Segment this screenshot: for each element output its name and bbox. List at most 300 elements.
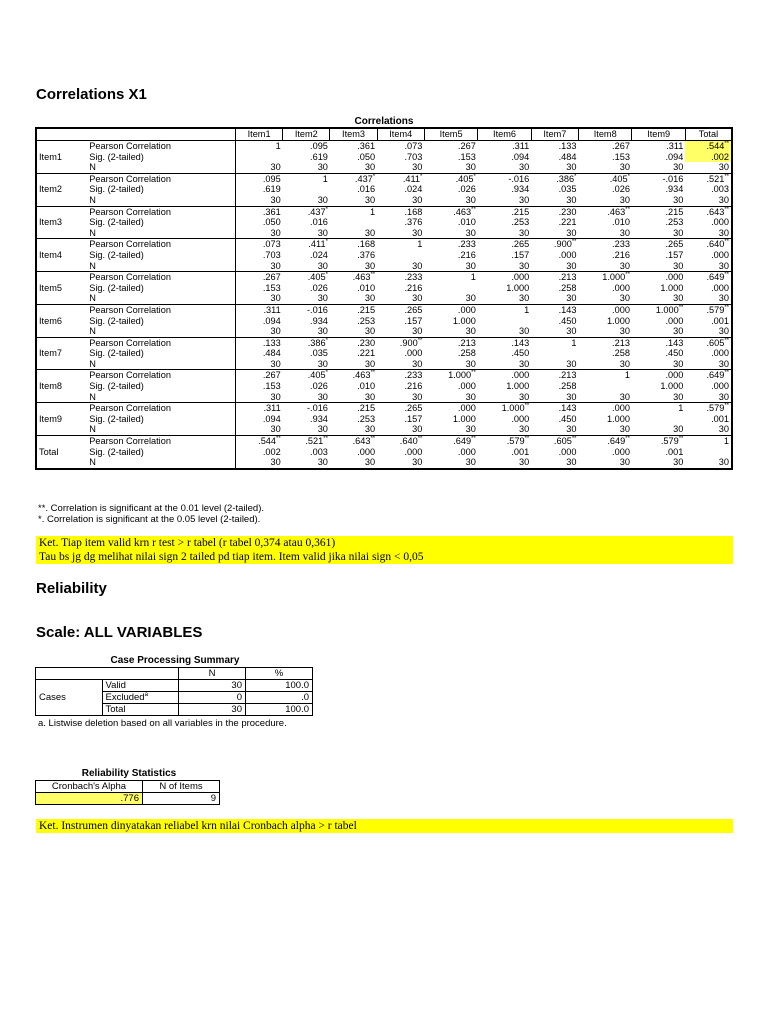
table-cell: 30	[465, 391, 476, 402]
table-cell: 30	[566, 424, 577, 435]
empty-header-2	[102, 668, 179, 680]
table-cell: 1.000	[660, 282, 684, 293]
valid-label: Valid	[102, 680, 179, 692]
cell-value: .640	[706, 239, 725, 250]
table-cell: 30	[619, 326, 630, 337]
cell-value: .579	[506, 436, 525, 447]
table-cell	[685, 447, 732, 458]
table-cell: .157	[665, 249, 684, 260]
cell-value: .168	[357, 239, 376, 250]
table-cell	[531, 403, 578, 414]
significance-marker: *	[574, 173, 577, 180]
table-cell: 30	[270, 227, 281, 238]
table-cell: .003	[310, 446, 328, 457]
row-group-label: Item9	[36, 403, 83, 436]
table-row	[36, 348, 732, 359]
table-cell: .000	[711, 381, 729, 392]
excluded-label	[102, 692, 179, 704]
cell-value: .265	[511, 239, 530, 250]
table-cell: .016	[357, 184, 376, 195]
table-cell	[478, 337, 531, 348]
stat-label: N	[83, 293, 235, 304]
cell-value: .361	[357, 141, 376, 151]
table-cell	[377, 250, 424, 261]
cell-value: .405	[307, 272, 326, 283]
cell-value: .640	[399, 436, 418, 447]
table-cell	[531, 304, 578, 315]
table-cell: .376	[404, 217, 423, 228]
cell-value: 1	[370, 206, 376, 217]
table-cell: .002	[685, 152, 732, 163]
table-cell	[685, 304, 732, 315]
table-cell: 30	[566, 227, 577, 238]
stat-label: N	[83, 359, 235, 370]
column-header: Item1	[235, 128, 282, 141]
cell-value: .405	[609, 173, 628, 184]
cell-value: .649	[706, 272, 725, 283]
table-cell: .253	[665, 217, 684, 228]
table-cell	[478, 239, 531, 250]
table-row	[36, 152, 732, 163]
cell-value: .233	[457, 239, 476, 250]
table-cell: .258	[612, 348, 630, 359]
significance-marker: **	[571, 435, 577, 442]
stat-label: Sig. (2-tailed)	[83, 414, 235, 425]
table-cell	[578, 272, 631, 283]
cell-value: .386	[307, 337, 326, 348]
table-cell	[235, 272, 282, 283]
cell-value: .213	[558, 370, 577, 381]
row-group-label: Item6	[36, 304, 83, 337]
row-group-label: Item7	[36, 337, 83, 370]
case-processing-table	[35, 667, 313, 716]
cell-value: 1	[275, 141, 281, 151]
table-cell: 30	[519, 162, 530, 173]
case-processing-header	[36, 668, 313, 680]
table-cell	[531, 272, 578, 283]
table-row	[36, 337, 732, 348]
stat-label: Sig. (2-tailed)	[83, 348, 235, 359]
table-cell	[685, 173, 732, 184]
significance-marker: **	[724, 272, 729, 279]
table-row	[36, 370, 732, 381]
table-cell	[424, 272, 477, 283]
table-cell	[283, 173, 330, 184]
correlations-table-wrapper	[35, 127, 733, 470]
cell-value: 1.000	[501, 403, 525, 414]
stat-label: Pearson Correlation	[83, 206, 235, 217]
cell-value: .215	[511, 206, 530, 217]
table-cell: .153	[262, 381, 281, 392]
significance-marker: **	[625, 435, 630, 442]
table-cell: 30	[519, 227, 530, 238]
table-cell: .000	[711, 282, 729, 293]
table-cell: 30	[619, 358, 630, 369]
table-cell	[685, 239, 732, 250]
table-cell	[685, 206, 732, 217]
cell-value: .649	[453, 436, 472, 447]
cell-value: .215	[665, 206, 684, 217]
cell-value: .000	[457, 304, 476, 315]
table-cell: 30	[412, 326, 423, 337]
table-cell: .000	[457, 446, 476, 457]
table-cell: 30	[519, 260, 530, 271]
table-cell: .000	[711, 249, 729, 260]
table-cell: 1.000	[606, 315, 630, 326]
excluded-text: Excluded	[105, 692, 145, 703]
table-cell	[578, 206, 631, 217]
cell-value: .265	[404, 403, 423, 414]
table-cell: .153	[262, 282, 281, 293]
table-cell	[478, 141, 531, 152]
table-cell: 30	[673, 326, 684, 337]
cell-value: .386	[556, 173, 575, 184]
cell-value: .579	[706, 403, 725, 414]
table-cell: .094	[262, 413, 281, 424]
stat-label: N	[83, 228, 235, 239]
cell-value: .143	[665, 337, 684, 348]
table-cell	[235, 436, 282, 447]
significance-marker: **	[524, 403, 530, 410]
cell-value: .411	[308, 239, 326, 250]
cell-value: -.016	[306, 304, 328, 315]
table-cell: 30	[673, 424, 684, 435]
column-header: Total	[685, 128, 732, 141]
table-cell: 30	[718, 260, 729, 271]
significance-marker: **	[276, 435, 281, 442]
table-cell: 30	[718, 293, 729, 304]
excluded-n: 0	[179, 692, 246, 704]
table-cell	[330, 206, 377, 217]
table-cell: .253	[357, 413, 376, 424]
cell-value: .267	[262, 370, 281, 381]
cell-value: .267	[612, 141, 630, 151]
stat-label: N	[83, 195, 235, 206]
table-cell: 30	[412, 293, 423, 304]
table-cell: 1.000	[452, 413, 476, 424]
cell-value: .463	[607, 206, 626, 217]
table-cell	[330, 173, 377, 184]
table-cell: .221	[558, 217, 577, 228]
table-cell: .094	[262, 315, 281, 326]
col-pct-header: %	[246, 668, 313, 680]
table-cell	[330, 141, 377, 152]
table-cell: .934	[665, 184, 684, 195]
cell-value: .643	[706, 206, 725, 217]
cell-value: .643	[352, 436, 371, 447]
stat-label: Sig. (2-tailed)	[83, 447, 235, 458]
table-cell: 30	[519, 457, 530, 468]
column-header: Item4	[377, 128, 424, 141]
table-cell: 30	[718, 358, 729, 369]
table-row	[36, 217, 732, 228]
reliability-stats-caption: Reliability Statistics	[81, 768, 177, 779]
table-cell	[478, 370, 531, 381]
significance-marker: *	[627, 173, 630, 180]
alpha-header: Cronbach's Alpha	[36, 781, 143, 793]
table-cell	[531, 370, 578, 381]
table-cell	[685, 436, 732, 447]
cell-value: .265	[665, 239, 684, 250]
table-cell: .157	[404, 413, 423, 424]
table-cell	[377, 403, 424, 414]
table-cell: 30	[317, 194, 328, 205]
table-cell: .450	[558, 315, 577, 326]
table-cell	[377, 370, 424, 381]
table-cell: .016	[310, 217, 328, 228]
table-cell: 30	[270, 260, 281, 271]
cell-value: .213	[558, 272, 577, 283]
table-cell: 30	[718, 227, 729, 238]
significance-marker: **	[678, 435, 684, 442]
table-cell: 30	[718, 457, 729, 468]
table-cell: 30	[566, 326, 577, 337]
table-cell	[632, 206, 685, 217]
table-cell: .153	[457, 151, 476, 162]
significance-marker: *	[325, 272, 328, 279]
row-group-label: Total	[36, 436, 83, 469]
cell-value: .649	[706, 370, 725, 381]
table-cell: .153	[612, 151, 630, 162]
table-row	[36, 359, 732, 370]
significance-marker: **	[724, 403, 729, 410]
table-cell: 30	[465, 326, 476, 337]
table-cell	[685, 272, 732, 283]
stat-label: N	[83, 326, 235, 337]
table-row	[36, 436, 732, 447]
significance-marker: **	[724, 173, 729, 180]
table-cell: .484	[558, 151, 577, 162]
table-cell	[424, 370, 477, 381]
table-cell	[235, 304, 282, 315]
table-cell: 30	[566, 162, 577, 173]
stat-label: Sig. (2-tailed)	[83, 184, 235, 195]
significance-marker: *	[372, 173, 376, 180]
cell-value: .411	[402, 173, 421, 184]
cell-value: .000	[511, 272, 530, 283]
correlations-heading: Correlations X1	[36, 86, 147, 103]
table-cell: .376	[357, 249, 376, 260]
cell-value: .267	[457, 141, 476, 151]
table-cell: .000	[404, 348, 423, 359]
table-cell	[235, 403, 282, 414]
column-header: Item7	[531, 128, 578, 141]
table-cell: .001	[665, 446, 684, 457]
cell-value: .000	[612, 304, 630, 315]
items-header: N of Items	[143, 781, 220, 793]
table-row	[36, 304, 732, 315]
table-cell: 30	[412, 358, 423, 369]
table-cell	[235, 370, 282, 381]
table-cell: .221	[357, 348, 376, 359]
table-cell	[377, 206, 424, 217]
table-cell	[235, 141, 282, 152]
table-cell: .934	[511, 184, 530, 195]
table-row	[36, 184, 732, 195]
cell-value: 1	[678, 403, 684, 414]
row-group-label: Item1	[36, 141, 83, 174]
correlations-body	[36, 141, 732, 469]
cell-value: .311	[666, 141, 684, 151]
table-cell: .010	[457, 217, 476, 228]
table-cell: 30	[718, 162, 729, 173]
table-cell	[424, 206, 477, 217]
cell-value: .133	[558, 141, 577, 151]
row-group-label: Item8	[36, 370, 83, 403]
table-cell: 30	[673, 227, 684, 238]
table-cell: .484	[262, 348, 281, 359]
table-cell	[330, 370, 377, 381]
table-cell: .000	[612, 446, 630, 457]
cell-value: .361	[262, 206, 281, 217]
table-cell	[531, 436, 578, 447]
table-row	[36, 457, 732, 469]
table-row	[36, 424, 732, 435]
table-cell	[531, 206, 578, 217]
items-value: 9	[143, 793, 220, 805]
table-cell: .450	[665, 348, 684, 359]
table-cell	[330, 272, 377, 283]
table-cell	[632, 337, 685, 348]
table-cell: .024	[404, 184, 423, 195]
table-cell	[632, 173, 685, 184]
table-cell: .026	[310, 282, 328, 293]
significance-marker: **	[724, 206, 729, 213]
table-cell: .450	[511, 348, 530, 359]
table-cell: 30	[317, 260, 328, 271]
scale-heading: Scale: ALL VARIABLES	[36, 624, 203, 641]
cell-value: .405	[307, 370, 326, 381]
table-row	[36, 326, 732, 337]
significance-marker: **	[417, 435, 423, 442]
table-cell: 30	[317, 293, 328, 304]
table-cell: .258	[457, 348, 476, 359]
cell-value: .405	[455, 173, 474, 184]
table-cell	[283, 184, 330, 195]
table-cell: 30	[317, 457, 328, 468]
table-cell	[632, 141, 685, 152]
table-cell: 1.000	[660, 381, 684, 392]
cell-value: .000	[457, 403, 476, 414]
reliability-stats-table	[35, 780, 220, 805]
table-cell: 30	[566, 194, 577, 205]
table-cell	[424, 403, 477, 414]
table-row	[36, 173, 732, 184]
table-cell	[478, 403, 531, 414]
cell-value: .230	[558, 206, 577, 217]
table-cell: 30	[465, 194, 476, 205]
table-cell	[330, 403, 377, 414]
table-cell	[235, 152, 282, 163]
table-cell: .024	[310, 249, 328, 260]
cell-value: .265	[404, 304, 423, 315]
table-cell: 30	[465, 260, 476, 271]
table-cell: 30	[673, 391, 684, 402]
table-cell	[377, 272, 424, 283]
cell-value: 1.000	[602, 272, 626, 283]
table-cell: 30	[317, 424, 328, 435]
cell-value: .233	[612, 239, 630, 250]
stat-label: Pearson Correlation	[83, 239, 235, 250]
table-cell: 30	[619, 293, 630, 304]
table-cell: 1.000	[506, 381, 530, 392]
significance-marker: **	[724, 140, 729, 147]
table-cell	[235, 173, 282, 184]
table-cell: 30	[673, 260, 684, 271]
table-cell: .253	[357, 315, 376, 326]
table-cell: .000	[404, 446, 423, 457]
footnote-005: *. Correlation is significant at the 0.05 level (2-tailed).	[38, 514, 261, 525]
table-cell	[578, 173, 631, 184]
table-cell: .001	[511, 446, 530, 457]
case-processing-caption: Case Processing Summary	[110, 655, 240, 666]
table-cell: 30	[465, 457, 476, 468]
excluded-pct: .0	[246, 692, 313, 704]
significance-marker: **	[370, 272, 376, 279]
table-cell	[685, 141, 732, 152]
table-cell: 30	[519, 391, 530, 402]
table-cell: 30	[465, 162, 476, 173]
cell-value: .000	[511, 370, 530, 381]
table-cell: 30	[619, 227, 630, 238]
cell-value: .230	[357, 337, 376, 348]
table-cell: .010	[357, 282, 376, 293]
table-cell	[235, 337, 282, 348]
cell-value: 1	[470, 272, 476, 283]
cell-value: 1.000	[448, 370, 472, 381]
table-cell: .157	[511, 249, 530, 260]
table-cell: 30	[619, 457, 630, 468]
cell-value: -.016	[306, 403, 328, 414]
cell-value: .437	[354, 173, 373, 184]
table-cell	[424, 173, 477, 184]
table-cell: .253	[511, 217, 530, 228]
stat-label: N	[83, 424, 235, 435]
cell-value: .900	[553, 239, 572, 250]
table-cell	[632, 436, 685, 447]
table-cell: .619	[262, 184, 281, 195]
reliability-note: Ket. Instrumen dinyatakan reliabel krn nilai Cronbach alpha > r tabel	[36, 819, 733, 833]
significance-marker: **	[724, 239, 729, 246]
table-cell: 30	[364, 358, 376, 369]
significance-marker: *	[325, 239, 328, 246]
table-cell: .094	[665, 151, 684, 162]
validity-note-1: Ket. Tiap item valid krn r test > r tabel (r tabel 0,374 atau 0,361)	[36, 536, 733, 550]
footnote-001: **. Correlation is significant at the 0.01 level (2-tailed).	[38, 503, 265, 514]
table-cell: 30	[270, 326, 281, 337]
table-cell	[424, 436, 477, 447]
significance-marker: *	[473, 173, 476, 180]
row-group-label: Item3	[36, 206, 83, 239]
stat-label: Pearson Correlation	[83, 304, 235, 315]
significance-marker: **	[370, 370, 376, 377]
table-cell: 30	[270, 293, 281, 304]
table-row	[36, 316, 732, 327]
table-cell	[377, 436, 424, 447]
significance-marker: **	[625, 272, 630, 279]
cell-value: .133	[262, 337, 281, 348]
cell-value: .544	[706, 141, 725, 151]
table-cell	[632, 272, 685, 283]
cell-value: .311	[512, 141, 530, 151]
stat-label: Pearson Correlation	[83, 337, 235, 348]
table-cell	[424, 141, 477, 152]
table-cell	[685, 403, 732, 414]
cell-value: 1	[524, 304, 530, 315]
table-cell: 30	[412, 457, 423, 468]
case-processing-row	[36, 680, 313, 692]
cell-value: .649	[607, 436, 626, 447]
